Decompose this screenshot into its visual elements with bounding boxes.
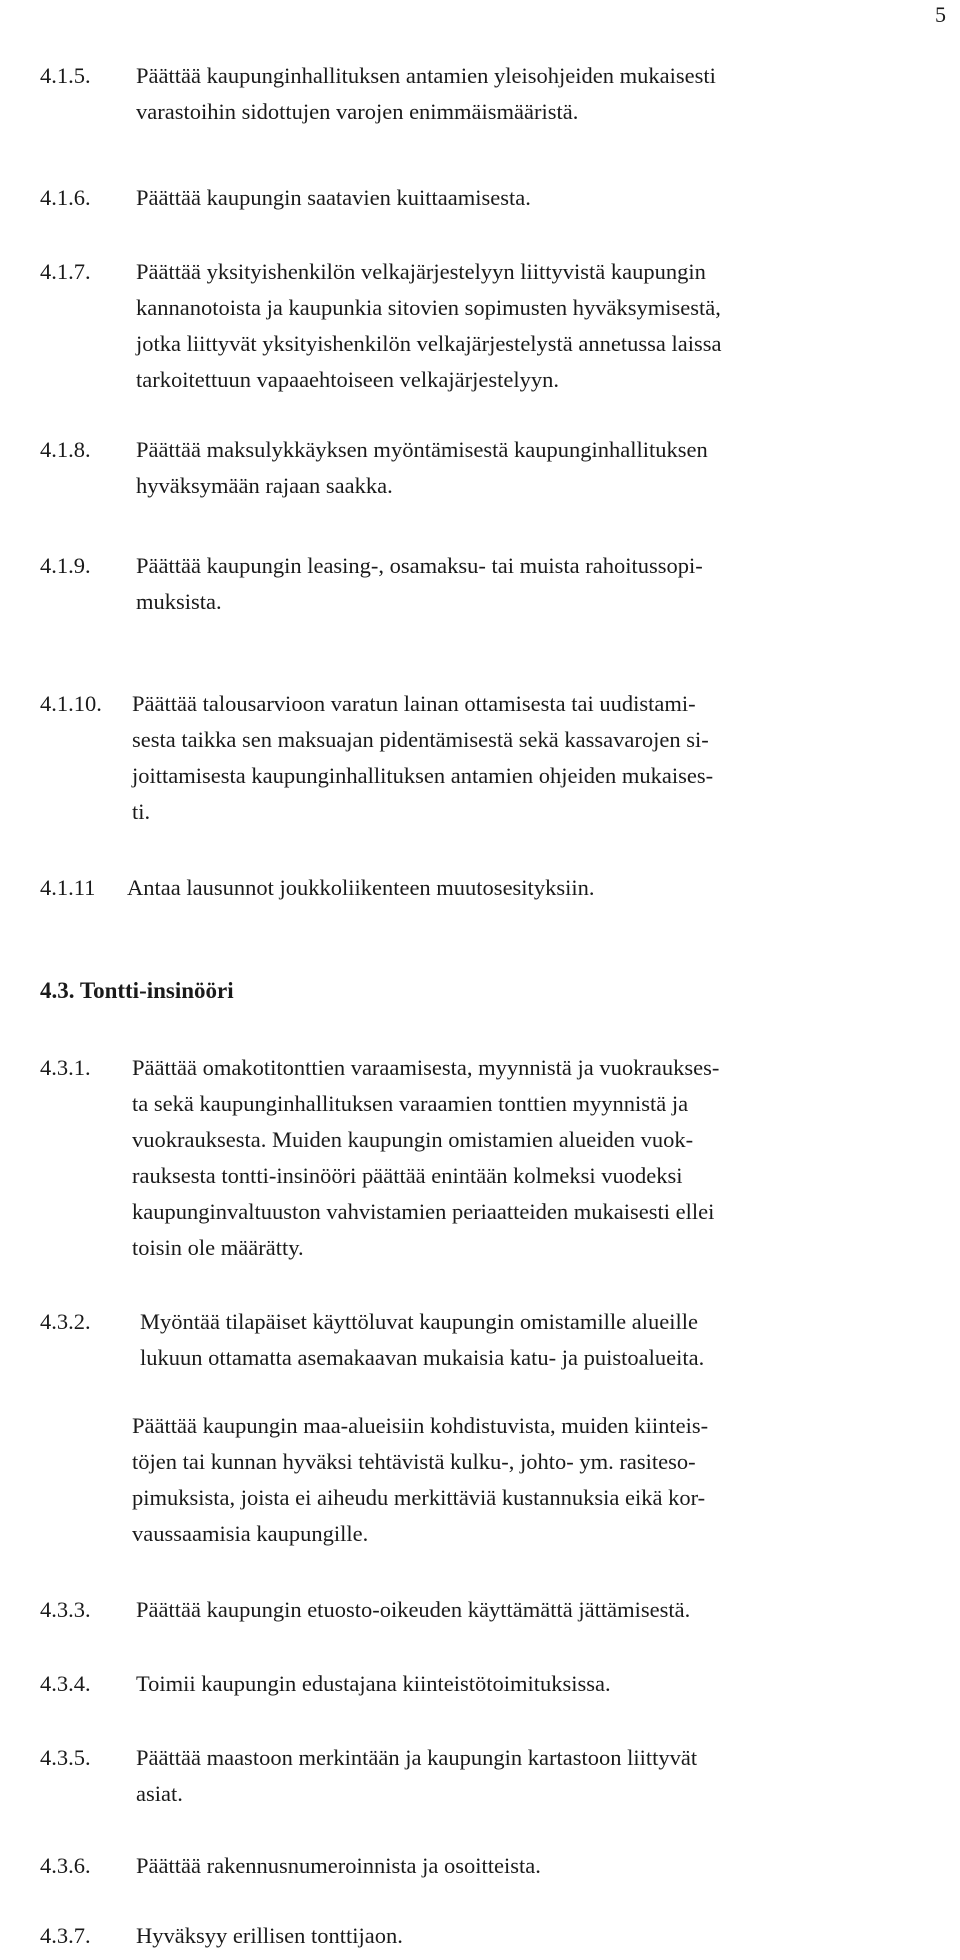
item-text <box>132 686 952 830</box>
text-line: Myöntää tilapäiset käyttöluvat kaupungin omistamille alueille <box>140 1309 698 1334</box>
item-number: 4.3.2. <box>40 1309 91 1334</box>
text-line: asiat. <box>136 1781 183 1806</box>
item-number: 4.3.7. <box>40 1923 91 1948</box>
text-line: Päättää kaupungin maa-alueisiin kohdistuvista, muiden kiinteis- <box>132 1413 709 1438</box>
text-line: varastoihin sidottujen varojen enimmäismääristä. <box>136 99 579 124</box>
text-line: pimuksista, joista ei aiheudu merkittäviä kustannuksia eikä kor- <box>132 1485 706 1510</box>
item-text <box>132 1408 952 1552</box>
text-line: Hyväksyy erillisen tonttijaon. <box>136 1923 403 1948</box>
text-line: Päättää maksulykkäyksen myöntämisestä kaupunginhallituksen <box>136 437 708 462</box>
text-line: ti. <box>132 799 151 824</box>
text-line: Päättää talousarvioon varatun lainan ottamisesta tai uudistami- <box>132 691 696 716</box>
item-number: 4.1.8. <box>40 437 91 462</box>
item-text <box>136 254 956 398</box>
item-number: 4.1.6. <box>40 185 91 210</box>
item-number: 4.3.6. <box>40 1853 91 1878</box>
item-text <box>136 432 956 504</box>
text-line: Päättää maastoon merkintään ja kaupungin kartastoon liittyvät <box>136 1745 698 1770</box>
text-line: Antaa lausunnot joukkoliikenteen muutosesityksiin. <box>127 875 595 900</box>
item-text <box>136 1666 956 1702</box>
item-number: 4.3.4. <box>40 1671 91 1696</box>
text-line: Päättää yksityishenkilön velkajärjestelyyn liittyvistä kaupungin <box>136 259 706 284</box>
item-text <box>136 180 956 216</box>
item-number: 4.1.10. <box>40 691 102 716</box>
item-text <box>136 58 956 130</box>
text-line: Päättää omakotitonttien varaamisesta, myynnistä ja vuokraukses- <box>132 1055 720 1080</box>
item-text <box>127 870 947 906</box>
item-text <box>136 548 956 620</box>
item-number: 4.1.11 <box>40 875 96 900</box>
text-line: rauksesta tontti-insinööri päättää enintään kolmeksi vuodeksi <box>132 1163 683 1188</box>
text-line: muksista. <box>136 589 222 614</box>
page-number: 5 <box>935 2 946 27</box>
item-number: 4.1.5. <box>40 63 91 88</box>
text-line: kannanotoista ja kaupunkia sitovien sopimusten hyväksymisestä, <box>136 295 721 320</box>
text-line: Päättää kaupungin saatavien kuittaamisesta. <box>136 185 531 210</box>
text-line: Päättää rakennusnumeroinnista ja osoitteista. <box>136 1853 541 1878</box>
text-line: Toimii kaupungin edustajana kiinteistötoimituksissa. <box>136 1671 611 1696</box>
text-line: Päättää kaupunginhallituksen antamien yleisohjeiden mukaisesti <box>136 63 716 88</box>
text-line: toisin ole määrätty. <box>132 1235 304 1260</box>
item-number: 4.1.9. <box>40 553 91 578</box>
text-line: ta sekä kaupunginhallituksen varaamien tonttien myynnistä ja <box>132 1091 689 1116</box>
item-number: 4.1.7. <box>40 259 91 284</box>
item-text <box>136 1918 956 1954</box>
text-line: Päättää kaupungin etuosto-oikeuden käyttämättä jättämisestä. <box>136 1597 691 1622</box>
item-text <box>136 1848 956 1884</box>
item-text <box>140 1304 960 1376</box>
text-line: töjen tai kunnan hyväksi tehtävistä kulku-, johto- ym. rasiteso- <box>132 1449 696 1474</box>
text-line: lukuun ottamatta asemakaavan mukaisia katu- ja puistoalueita. <box>140 1345 705 1370</box>
text-line: joittamisesta kaupunginhallituksen antamien ohjeiden mukaises- <box>132 763 714 788</box>
item-text <box>132 1050 952 1266</box>
text-line: tarkoitettuun vapaaehtoiseen velkajärjestelyyn. <box>136 367 559 392</box>
text-line: hyväksymään rajaan saakka. <box>136 473 393 498</box>
item-number: 4.3.5. <box>40 1745 91 1770</box>
text-line: vaussaamisia kaupungille. <box>132 1521 369 1546</box>
text-line: jotka liittyvät yksityishenkilön velkajärjestelystä annetussa laissa <box>136 331 722 356</box>
text-line: vuokrauksesta. Muiden kaupungin omistamien alueiden vuok- <box>132 1127 694 1152</box>
text-line: kaupunginvaltuuston vahvistamien periaatteiden mukaisesti ellei <box>132 1199 715 1224</box>
item-number: 4.3.3. <box>40 1597 91 1622</box>
text-line: Päättää kaupungin leasing-, osamaksu- tai muista rahoitussopi- <box>136 553 703 578</box>
item-text <box>136 1740 956 1812</box>
item-text <box>136 1592 956 1628</box>
item-number: 4.3.1. <box>40 1055 91 1080</box>
section-heading: 4.3. Tontti-insinööri <box>40 978 234 1003</box>
text-line: sesta taikka sen maksuajan pidentämisestä sekä kassavarojen si- <box>132 727 709 752</box>
